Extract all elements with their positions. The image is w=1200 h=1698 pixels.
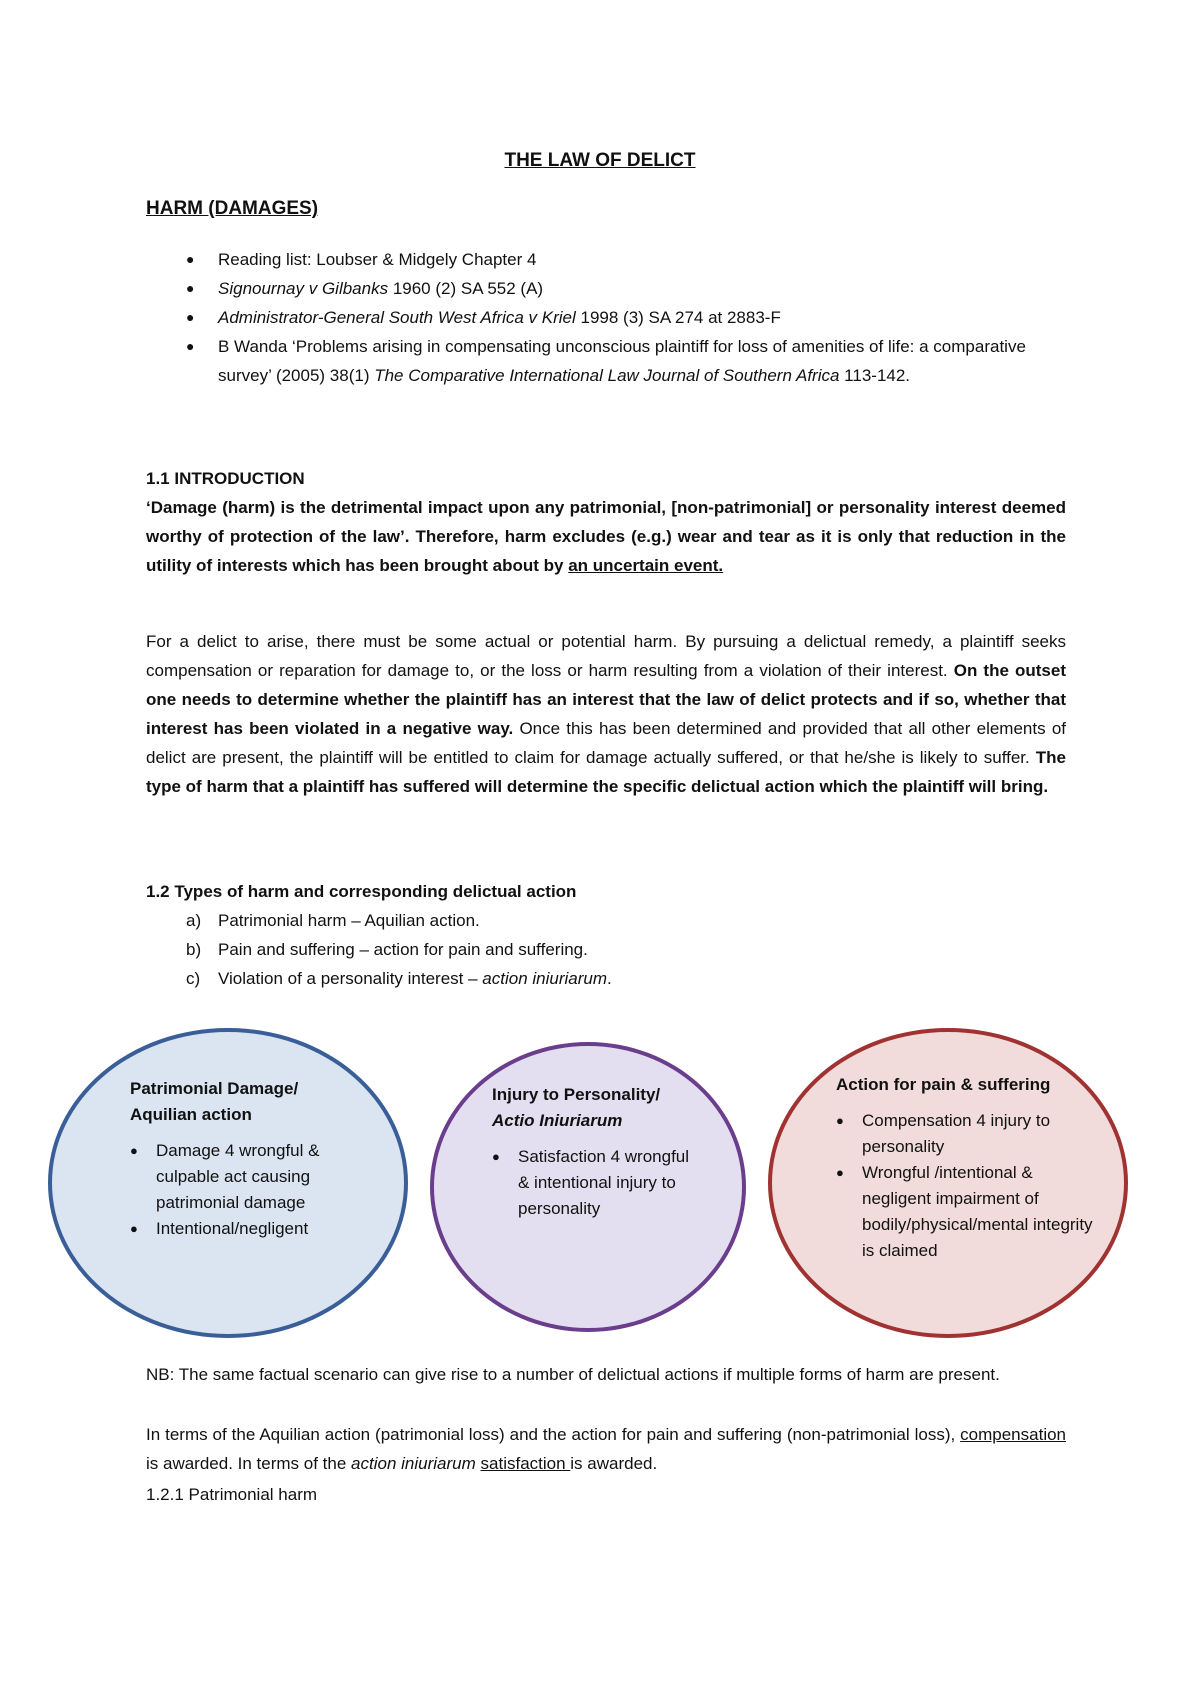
list-item	[146, 245, 1066, 274]
case-name: Signournay v Gilbanks	[218, 279, 389, 298]
list-item	[146, 274, 1066, 303]
types-list	[146, 906, 1046, 993]
list-marker: b)	[186, 940, 202, 959]
list-item	[146, 303, 1066, 332]
bullet-icon: ●	[186, 338, 195, 354]
definition-underlined: an uncertain event.	[568, 556, 724, 575]
definition-text: ‘Damage (harm) is the detrimental impact upon any patrimonial, [non-patrimonial] or personality interest deemed worthy of protection of the law’. Therefore, harm excludes (e.g.) wear and tear as it is only that reduction in the utility of interests which has been brought about by	[146, 498, 1066, 575]
paragraph-bold: On the outset one needs to determine whether the plaintiff has an interest that the law of delict protects and if so, whether that interest has been violated in a negative way.	[146, 661, 1066, 738]
list-item	[836, 1108, 1096, 1160]
list-item	[146, 935, 1046, 964]
list-text: .	[607, 969, 612, 988]
compensation-term: compensation	[960, 1425, 1066, 1444]
list-item	[146, 332, 1066, 390]
list-item	[130, 1216, 360, 1242]
case-citation: 1960 (2) SA 552 (A)	[388, 279, 544, 298]
document-title: THE LAW OF DELICT	[504, 150, 696, 171]
bullet-icon: ●	[130, 1221, 138, 1236]
circle-list	[492, 1144, 702, 1222]
circle-title: Aquilian action	[130, 1105, 252, 1124]
harm-types-diagram	[40, 1000, 1180, 1360]
circle-list	[130, 1138, 360, 1242]
bullet-icon: ●	[130, 1143, 138, 1158]
list-text: Pain and suffering – action for pain and suffering.	[218, 940, 588, 959]
circle-bullet-text: Satisfaction 4 wrongful & intentional injury to personality	[518, 1147, 690, 1218]
case-name: Administrator-General South West Africa v Kriel	[218, 308, 576, 327]
circle-title: Injury to Personality/	[492, 1085, 661, 1104]
circle-content	[836, 1072, 1096, 1264]
circle-content	[492, 1082, 702, 1222]
circle-title: Patrimonial Damage/	[130, 1079, 299, 1098]
journal-name: The Comparative International Law Journal of Southern Africa	[374, 366, 840, 385]
list-text: Patrimonial harm – Aquilian action.	[218, 911, 480, 930]
paragraph-text: In terms of the Aquilian action (patrimonial loss) and the action for pain and suffering (non-patrimonial loss),	[146, 1425, 961, 1444]
case-citation: 1998 (3) SA 274 at 2883-F	[575, 308, 781, 327]
circle-bullet-text: Wrongful /intentional & negligent impairment of bodily/physical/mental integrity is claimed	[862, 1163, 1093, 1260]
reading-list	[146, 245, 1066, 390]
article-pages: 113-142.	[839, 366, 911, 385]
paragraph-text: is awarded. In terms of the	[146, 1454, 352, 1473]
bullet-icon: ●	[492, 1149, 500, 1164]
circle-bullet-text: Intentional/negligent	[156, 1219, 309, 1238]
circle-content	[130, 1076, 360, 1242]
intro-paragraph	[146, 627, 1066, 801]
list-item	[836, 1160, 1096, 1264]
action-iniuriarum-term: action iniuriarum	[351, 1454, 476, 1473]
reading-list-text: Reading list: Loubser & Midgely Chapter 4	[218, 250, 537, 269]
circle-title: Action for pain & suffering	[836, 1075, 1051, 1094]
paragraph-text: is awarded.	[570, 1454, 658, 1473]
list-item	[146, 964, 1046, 993]
circle-pain-and-suffering	[768, 1028, 1128, 1338]
circle-list	[836, 1108, 1096, 1264]
bullet-icon: ●	[836, 1113, 844, 1128]
list-italic: action iniuriarum	[482, 969, 608, 988]
nb-note: NB: The same factual scenario can give rise to a number of delictual actions if multiple forms of harm are present.	[146, 1365, 1000, 1384]
list-item	[146, 906, 1046, 935]
bullet-icon: ●	[186, 309, 195, 325]
paragraph-bold: The type of harm that a plaintiff has suffered will determine the specific delictual action which the plaintiff will bring.	[146, 748, 1066, 796]
circle-title: Actio Iniuriarum	[492, 1111, 623, 1130]
circle-patrimonial-damage	[48, 1028, 408, 1338]
subsection-heading: 1.2.1 Patrimonial harm	[146, 1485, 318, 1504]
list-text: Violation of a personality interest –	[218, 969, 483, 988]
types-heading: 1.2 Types of harm and corresponding delictual action	[146, 882, 577, 901]
bullet-icon: ●	[836, 1165, 844, 1180]
paragraph-text: For a delict to arise, there must be some actual or potential harm. By pursuing a delictual remedy, a plaintiff seeks compensation or reparation for damage to, or the loss or harm resulting from a violation of their interest.	[146, 632, 1066, 680]
list-marker: a)	[186, 911, 202, 930]
bullet-icon: ●	[186, 280, 195, 296]
intro-heading: 1.1 INTRODUCTION	[146, 469, 305, 488]
section-heading: HARM (DAMAGES)	[146, 198, 319, 219]
bullet-icon: ●	[186, 251, 195, 267]
article-reference: B Wanda ‘Problems arising in compensating unconscious plaintiff for loss of amenities of life: a comparative survey’ (2005) 38(1)	[218, 337, 1026, 385]
remedies-paragraph	[146, 1420, 1066, 1478]
circle-bullet-text: Compensation 4 injury to personality	[862, 1111, 1051, 1156]
list-item	[130, 1138, 360, 1216]
paragraph-text: Once this has been determined and provided that all other elements of delict are present, the plaintiff will be entitled to claim for damage actually suffered, or that he/she is likely to suffer.	[146, 719, 1066, 767]
satisfaction-term: satisfaction	[480, 1454, 571, 1473]
circle-bullet-text: Damage 4 wrongful & culpable act causing patrimonial damage	[156, 1141, 320, 1212]
intro-definition	[146, 493, 1066, 580]
circle-injury-to-personality	[430, 1042, 746, 1332]
list-item	[492, 1144, 702, 1222]
list-marker: c)	[186, 969, 201, 988]
